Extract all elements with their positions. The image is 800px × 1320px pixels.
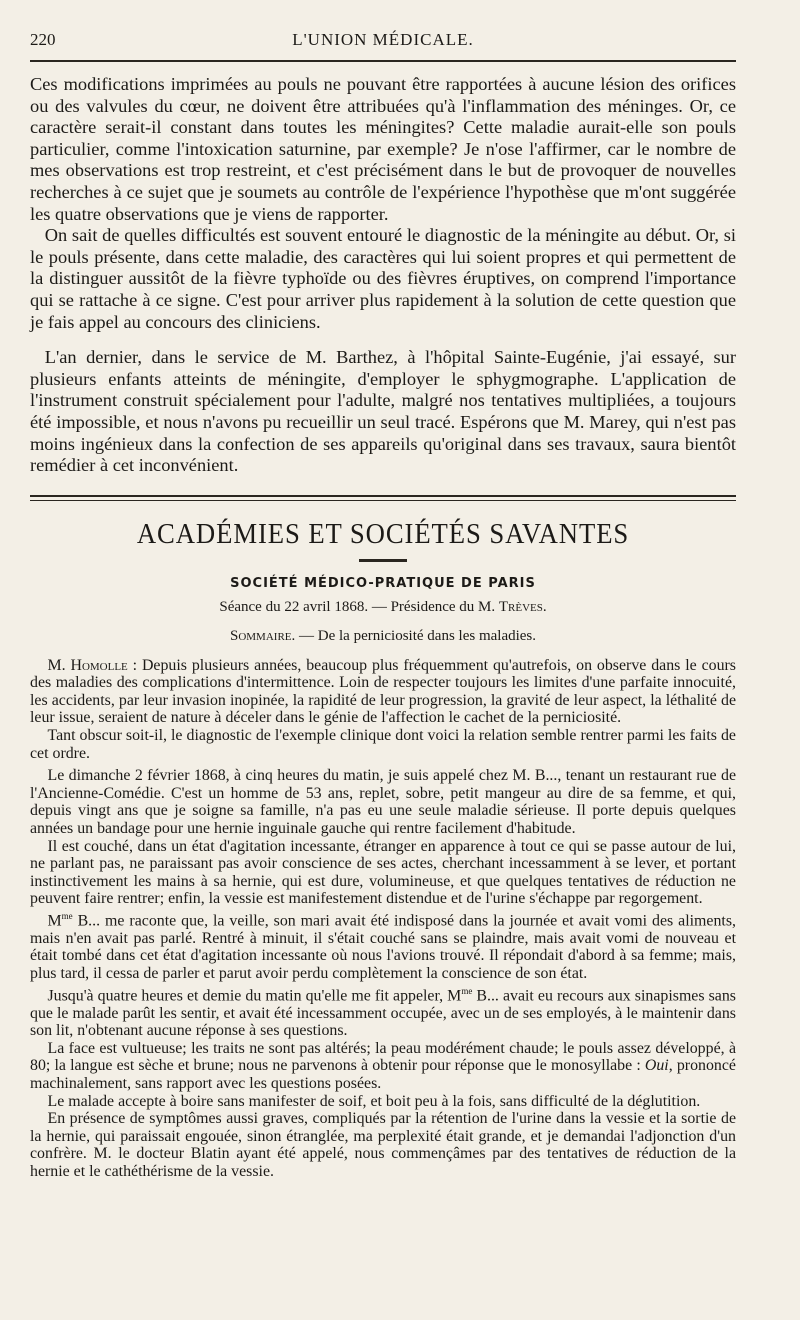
session-date: Séance du 22 avril 1868. — Présidence du M. [219, 598, 499, 615]
title-rule [359, 559, 407, 562]
session-president: Trèves [498, 598, 543, 615]
body-paragraph-1-text: : Depuis plusieurs années, beaucoup plus fréquemment qu'autrefois, on observe dans le cours des maladies des complications d'intermittence. Loin de respecter toujours les limites d'une parfaite innocuité, les accidents, par leur invasion inopinée, la rapidité de leur progression, la gravité de leur aspect, la léthalité de leur issue, seraient de nature à déceler dans le génie de l'affection le cachet de la perniciosité. [30, 656, 736, 727]
quoted-word: Oui [644, 1057, 669, 1075]
body-paragraph-1 [30, 657, 736, 727]
madame-abbrev: M [47, 912, 62, 930]
summary-label: Sommaire [229, 627, 292, 644]
madame-sup-2: me [461, 985, 473, 996]
article-body [30, 657, 736, 1181]
intro-text [30, 74, 736, 477]
session-line [30, 599, 736, 616]
body-paragraph-5 [30, 908, 736, 983]
summary-text: . — De la perniciosité dans les maladies. [291, 627, 537, 644]
body-paragraph-4: Il est couché, dans un état d'agitation incessante, étranger en apparence à tout ce qui se passe autour de lui, ne parlant pas, ne paraissant pas avoir conscience de ses actes, cherchant incessamment à se lever, et portant instinctivement les mains à sa hernie, qui est dure, volumineuse, et que quelques tentatives de réduction ne peuvent faire rentrer; enfin, la vessie est manifestement distendue et de l'urine s'échappe par regorgement. [30, 837, 736, 908]
body-paragraph-7-end: , prononcé machinalement, sans rapport avec les questions posées. [30, 1057, 736, 1092]
intro-paragraph-3: L'an dernier, dans le service de M. Barthez, à l'hôpital Sainte-Eugénie, j'ai essayé, sur plusieurs enfants atteints de méningite, d'employer le sphygmographe. L'application de l'instrument construit spécialement pour l'adulte, malgré nos tentatives multipliées, a toujours été impossible, et nous n'avons pu recueillir un seul tracé. Espérons que M. Marey, qui n'est pas moins ingénieux dans la confection de ses appareils qu'original dans ses travaux, saura bientôt remédier à cet inconvénient. [30, 347, 736, 476]
intro-paragraph-2: On sait de quelles difficultés est souvent entouré le diagnostic de la méningite au début. Or, si le pouls présente, dans cette maladie, des caractères qui lui soient propres et qui permettent de la distinguer aussitôt de la fièvre typhoïde ou des fièvres éruptives, on comprend l'importance qui se rattache à ce signe. C'est pour arriver plus rapidement à la solution de cette question que je fais appel au concours des cliniciens. [30, 225, 736, 332]
section-divider [30, 495, 736, 501]
speaker-name: M. Homolle [47, 656, 128, 674]
page-number: 220 [30, 30, 56, 49]
madame-sup: me [61, 911, 73, 921]
body-paragraph-6 [30, 983, 736, 1040]
page-header [30, 0, 736, 62]
body-paragraph-3: Le dimanche 2 février 1868, à cinq heures du matin, je suis appelé chez M. B..., tenant un restaurant rue de l'Ancienne-Comédie. C'est un homme de 53 ans, replet, sobre, petit mangeur au dire de sa femme, et qui, depuis vingt ans que je soigne sa famille, n'a pas eu une seule maladie sérieuse. Il porte depuis quelques années un bandage pour une hernie inguinale gauche qui rentre facilement d'habitude. [30, 767, 736, 838]
intro-paragraph-1: Ces modifications imprimées au pouls ne pouvant être rapportées à aucune lésion des orifices ou des valvules du cœur, ne doivent être attribuées qu'à l'inflammation des méninges. Or, ce caractère serait-il constant dans toutes les méningites? Cette maladie aurait-elle son pouls particulier, comme l'intoxication saturnine, par exemple? Je n'ose l'affirmer, car le nombre de mes observations est trop restreint, et c'est précisément dans le but de provoquer de nouvelles recherches à ce sujet que je soumets au contrôle de l'expérience l'hypothèse que m'ont suggérée les quatre observations que je viens de rapporter. [30, 74, 736, 224]
body-paragraph-7 [30, 1040, 736, 1093]
society-name: SOCIÉTÉ MÉDICO-PRATIQUE DE PARIS [230, 575, 536, 591]
body-paragraph-9: En présence de symptômes aussi graves, compliqués par la rétention de l'urine dans la vessie et la sortie de la hernie, qui paraissait engouée, sinon étranglée, ma perplexité était grande, et je demandai l'adjonction d'un confrère. M. le docteur Blatin ayant été appelé, nous commençâmes par des tentatives de réduction de la hernie et le cathéthérisme de la vessie. [30, 1110, 736, 1180]
running-title: L'UNION MÉDICALE. [292, 30, 474, 49]
body-paragraph-7-start: La face est vultueuse; les traits ne sont pas altérés; la peau modérément chaude; le pouls assez développé, à 80; la langue est sèche et brune; nous ne parvenons à obtenir pour réponse que le monosyllabe : [30, 1039, 736, 1075]
body-paragraph-6-end: B... avait eu recours aux sinapismes sans que le malade parût les sentir, et avait été incessamment occupée, avec un de ses employés, à le maintenir dans son lit, n'obtenant aucune réponse à ses questions. [30, 986, 736, 1040]
section-title: ACADÉMIES ET SOCIÉTÉS SAVANTES [136, 517, 630, 550]
session-end: . [542, 598, 547, 615]
body-paragraph-6-start: Jusqu'à quatre heures et demie du matin qu'elle me fit appeler, M [47, 986, 462, 1004]
body-paragraph-8: Le malade accepte à boire sans manifester de soif, et boit peu à la fois, sans difficulté de la déglutition. [47, 1092, 701, 1110]
summary-line [30, 628, 736, 645]
body-paragraph-2: Tant obscur soit-il, le diagnostic de l'exemple clinique dont voici la relation semble rentrer parmi les faits de cet ordre. [30, 727, 736, 762]
body-paragraph-5-text: B... me raconte que, la veille, son mari avait été indisposé dans la journée et avait vomi des aliments, mais n'en avait pas parlé. Rentré à minuit, il s'était couché sans se plaindre, mais avait vomi de nouveau et était tombé dans cet état d'agitation incessante où nous l'avions trouvé. Il répondait d'abord à sa femme; mais, plus tard, il cessa de parler et parut avoir perdu complètement la conscience de son état. [30, 912, 736, 983]
